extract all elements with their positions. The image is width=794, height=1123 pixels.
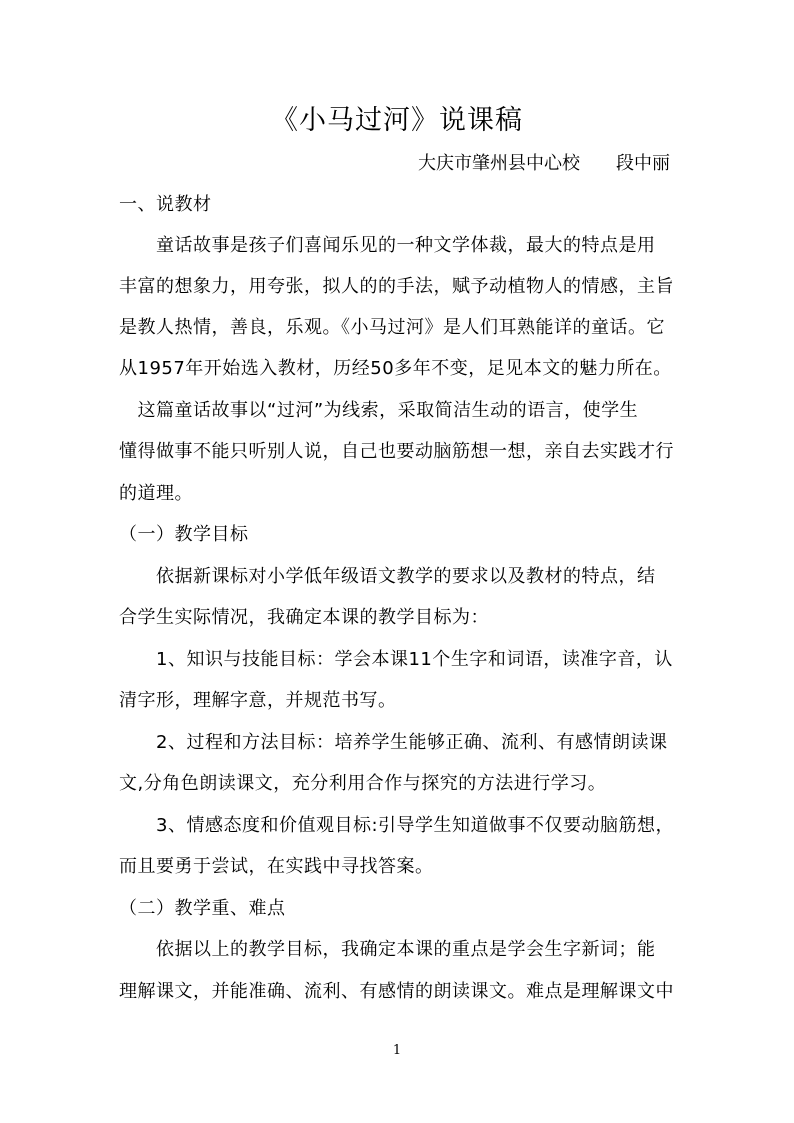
document-title: 《小马过河》说课稿 (271, 105, 523, 136)
text-line: 文,分角色朗读课文，充分利用合作与探究的方法进行学习。 (119, 773, 607, 794)
text-line: 懂得做事不能只听别人说，自己也要动脑筋想一想，亲自去实践才行 (119, 441, 674, 462)
text-line: 的道理。 (119, 483, 193, 504)
section-heading: （一）教学目标 (119, 524, 249, 545)
text-line: 童话故事是孩子们喜闻乐见的一种文学体裁，最大的特点是用 (119, 235, 656, 256)
section-heading: （二）教学重、难点 (119, 898, 286, 919)
text-line: 理解课文，并能准确、流利、有感情的朗读课文。难点是理解课文中 (119, 981, 674, 1002)
text-line: 依据以上的教学目标，我确定本课的重点是学会生字新词；能 (119, 939, 656, 960)
text-line: 丰富的想象力，用夸张，拟人的的手法，赋予动植物人的情感，主旨 (119, 276, 674, 297)
text-line: 2、过程和方法目标：培养学生能够正确、流利、有感情朗读课 (119, 732, 668, 753)
text-line: 合学生实际情况，我确定本课的教学目标为： (119, 607, 489, 628)
text-line: 3、情感态度和价值观目标:引导学生知道做事不仅要动脑筋想， (119, 815, 675, 836)
page-number: 1 (392, 1043, 402, 1058)
text-line: 是教人热情，善良，乐观。《小马过河》是人们耳熟能详的童话。它 (119, 317, 665, 338)
text-line: 而且要勇于尝试，在实践中寻找答案。 (119, 856, 434, 877)
text-line: 这篇童话故事以“过河”为线索，采取简洁生动的语言，使学生 (119, 400, 639, 421)
author-line: 大庆市肇州县中心校 段中丽 (418, 153, 670, 174)
text-line: 一、说教材 (119, 194, 212, 215)
text-line: 清字形，理解字意，并规范书写。 (119, 690, 397, 711)
text-line: 依据新课标对小学低年级语文教学的要求以及教材的特点，结 (119, 566, 656, 587)
text-line: 1、知识与技能目标：学会本课11个生字和词语，读准字音，认 (119, 649, 673, 670)
text-line: 从1957年开始选入教材，历经50多年不变，足见本文的魅力所在。 (119, 358, 672, 379)
